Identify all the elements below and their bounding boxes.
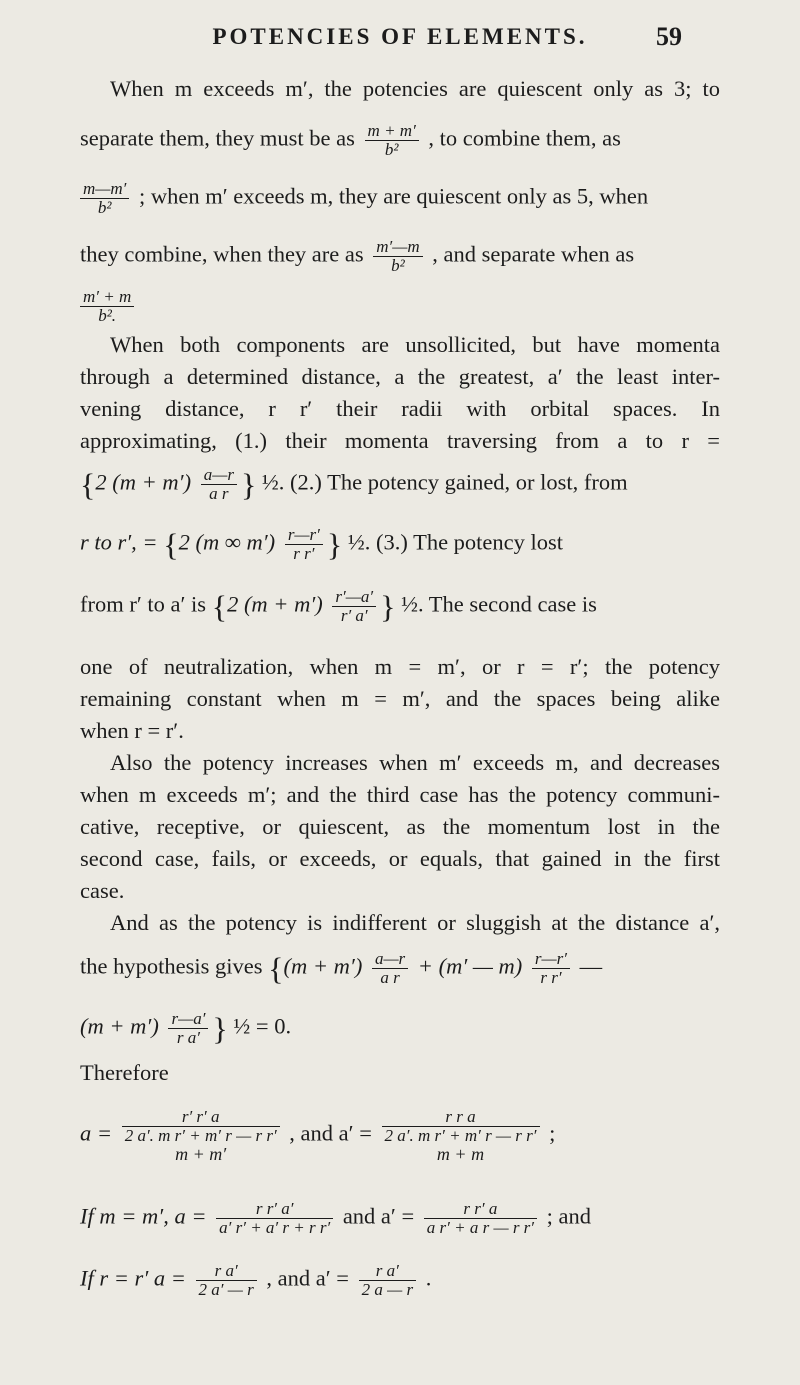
text-fragment: the hypothesis gives <box>80 953 263 979</box>
fraction-numerator: a—r <box>372 950 408 969</box>
text-line: one of neutralization, when m = m′, or r = r′; the potency <box>80 654 720 679</box>
fraction <box>196 1262 257 1299</box>
text-fragment: . <box>425 1265 432 1291</box>
fraction-numerator: r—r′ <box>532 950 570 969</box>
fraction-numerator: r′ r′ a <box>122 1108 280 1127</box>
formula-fragment: a = <box>80 1120 113 1146</box>
text-line: And as the potency is indifferent or sluggish at the distance a′, <box>110 910 720 935</box>
fraction <box>80 180 129 217</box>
formula-fragment: 2 (m + m′) <box>95 469 192 495</box>
fraction <box>285 526 323 563</box>
text-line: when m exceeds m′; and the third case has the potency communi- <box>80 782 720 807</box>
fraction-subdenominator: m + m′ <box>175 1144 227 1164</box>
text-fragment: , and a′ = <box>289 1120 372 1146</box>
fraction-numerator: m′—m <box>373 238 422 257</box>
fraction-denominator: b² <box>97 198 112 217</box>
fraction <box>359 1262 416 1299</box>
fraction <box>532 950 570 987</box>
fraction-numerator: a—r <box>201 466 237 485</box>
text-line: case. <box>80 878 125 903</box>
fraction-denominator: r r′ <box>540 968 562 987</box>
fraction-numerator: r—r′ <box>285 526 323 545</box>
fraction-numerator: r a′ <box>196 1262 257 1281</box>
fraction-denominator: a r <box>380 968 400 987</box>
fraction-denominator: r′ a′ <box>340 606 368 625</box>
text-fragment: from r′ to a′ is <box>80 591 207 617</box>
text-line: When both components are unsollicited, but have momenta <box>110 332 720 357</box>
text-line-with-fraction <box>80 180 720 217</box>
fraction-denominator: 2 a′ — r <box>198 1280 254 1299</box>
formula-line <box>80 526 720 563</box>
header-title: POTENCIES OF ELEMENTS. <box>212 24 588 49</box>
brace-glyph: } <box>212 1010 228 1047</box>
text-fragment: separate them, they must be as <box>80 125 355 151</box>
text-line: approximating, (1.) their momenta traversing from a to r = <box>80 428 720 453</box>
fraction <box>372 950 408 987</box>
text-line-with-fraction <box>80 122 720 159</box>
brace-glyph: } <box>240 466 257 503</box>
formula-fragment: If r = r′ a = <box>80 1265 186 1291</box>
equation-line <box>80 1200 720 1237</box>
text-fragment: ½. (3.) The potency lost <box>347 529 564 555</box>
text-line: When m exceeds m′, the potencies are quiescent only as 3; to <box>110 76 720 101</box>
fraction <box>365 122 419 159</box>
brace-glyph: { <box>163 526 179 563</box>
formula-fragment: (m + m′) <box>283 953 363 979</box>
formula-line <box>80 950 720 987</box>
formula-line <box>80 1010 720 1047</box>
text-line: remaining constant when m = m′, and the spaces being alike <box>80 686 720 711</box>
fraction-numerator: r—a′ <box>168 1010 208 1029</box>
fraction <box>424 1200 537 1237</box>
formula-line <box>80 466 720 503</box>
text-line-with-fraction <box>80 238 720 275</box>
fraction-numerator: r r′ a <box>424 1200 537 1219</box>
fraction <box>332 588 376 625</box>
text-line: cative, receptive, or quiescent, as the momentum lost in the <box>80 814 720 839</box>
formula-fragment: 2 (m ∞ m′) <box>178 529 276 555</box>
fraction-subdenominator: m + m <box>436 1144 485 1164</box>
text-line: Also the potency increases when m′ exceeds m, and decreases <box>110 750 720 775</box>
fraction-denominator: 2 a′. m r′ + m′ r — r r′ <box>384 1126 537 1145</box>
text-line: vening distance, r r′ their radii with orbital spaces. In <box>80 396 720 421</box>
equation-line <box>80 1108 720 1163</box>
text-fragment: ½. The second case is <box>401 591 597 617</box>
fraction-numerator: r′—a′ <box>332 588 376 607</box>
text-line-with-fraction <box>80 288 720 325</box>
brace-glyph: } <box>326 526 343 563</box>
fraction-denominator: b². <box>98 306 117 325</box>
fraction-denominator: 2 a′. m r′ + m′ r — r r′ <box>124 1126 277 1145</box>
brace-glyph: { <box>211 588 228 625</box>
fraction-denominator: a r <box>209 484 229 503</box>
page-number: 59 <box>656 22 682 51</box>
text-line: Therefore <box>80 1060 169 1085</box>
text-line: through a determined distance, a the greatest, a′ the least inter- <box>80 364 720 389</box>
text-fragment: , and separate when as <box>432 241 635 267</box>
text-fragment: , to combine them, as <box>428 125 621 151</box>
fraction-numerator: r a′ <box>359 1262 416 1281</box>
text-line: second case, fails, or exceeds, or equals, that gained in the first <box>80 846 720 871</box>
formula-line <box>80 588 720 625</box>
fraction-denominator: b² <box>384 140 399 159</box>
text-fragment: — <box>579 953 603 979</box>
formula-fragment: (m + m′) <box>80 1013 159 1039</box>
fraction-denominator: a r′ + a r — r r′ <box>426 1218 535 1237</box>
fraction-numerator: m′ + m <box>80 288 134 307</box>
running-header <box>0 24 800 56</box>
fraction-denominator: r r′ <box>293 544 315 563</box>
fraction <box>216 1200 333 1237</box>
brace-glyph: { <box>80 466 96 503</box>
text-fragment: they combine, when they are as <box>80 241 364 267</box>
formula-fragment: r to r′, = <box>80 529 158 555</box>
text-fragment: , and a′ = <box>266 1265 349 1291</box>
fraction <box>80 288 134 325</box>
fraction <box>373 238 422 275</box>
formula-fragment: If m = m′, a = <box>80 1203 207 1229</box>
text-fragment: ; when m′ exceeds m, they are quiescent only as 5, when <box>139 183 649 209</box>
fraction-denominator: b² <box>391 256 405 275</box>
fraction <box>122 1108 280 1163</box>
fraction <box>201 466 237 503</box>
fraction-numerator: r r′ a′ <box>216 1200 333 1219</box>
text-line: when r = r′. <box>80 718 184 743</box>
fraction-numerator: r r a <box>382 1108 540 1127</box>
text-fragment: ; <box>549 1120 556 1146</box>
fraction <box>168 1010 208 1047</box>
formula-fragment: + (m′ — m) <box>417 953 523 979</box>
fraction-denominator: r a′ <box>176 1028 200 1047</box>
text-fragment: ½ = 0. <box>233 1013 292 1039</box>
fraction-numerator: m + m′ <box>365 122 419 141</box>
fraction-denominator: a′ r′ + a′ r + r r′ <box>219 1218 331 1237</box>
text-fragment: and a′ = <box>342 1203 415 1229</box>
brace-glyph: } <box>380 588 396 625</box>
formula-fragment: 2 (m + m′) <box>227 591 323 617</box>
brace-glyph: { <box>268 950 284 987</box>
fraction <box>382 1108 540 1163</box>
text-fragment: ½. (2.) The potency gained, or lost, from <box>261 469 628 495</box>
fraction-denominator: 2 a — r <box>361 1280 414 1299</box>
text-fragment: ; and <box>546 1203 592 1229</box>
equation-line <box>80 1262 720 1299</box>
fraction-numerator: m—m′ <box>80 180 129 199</box>
